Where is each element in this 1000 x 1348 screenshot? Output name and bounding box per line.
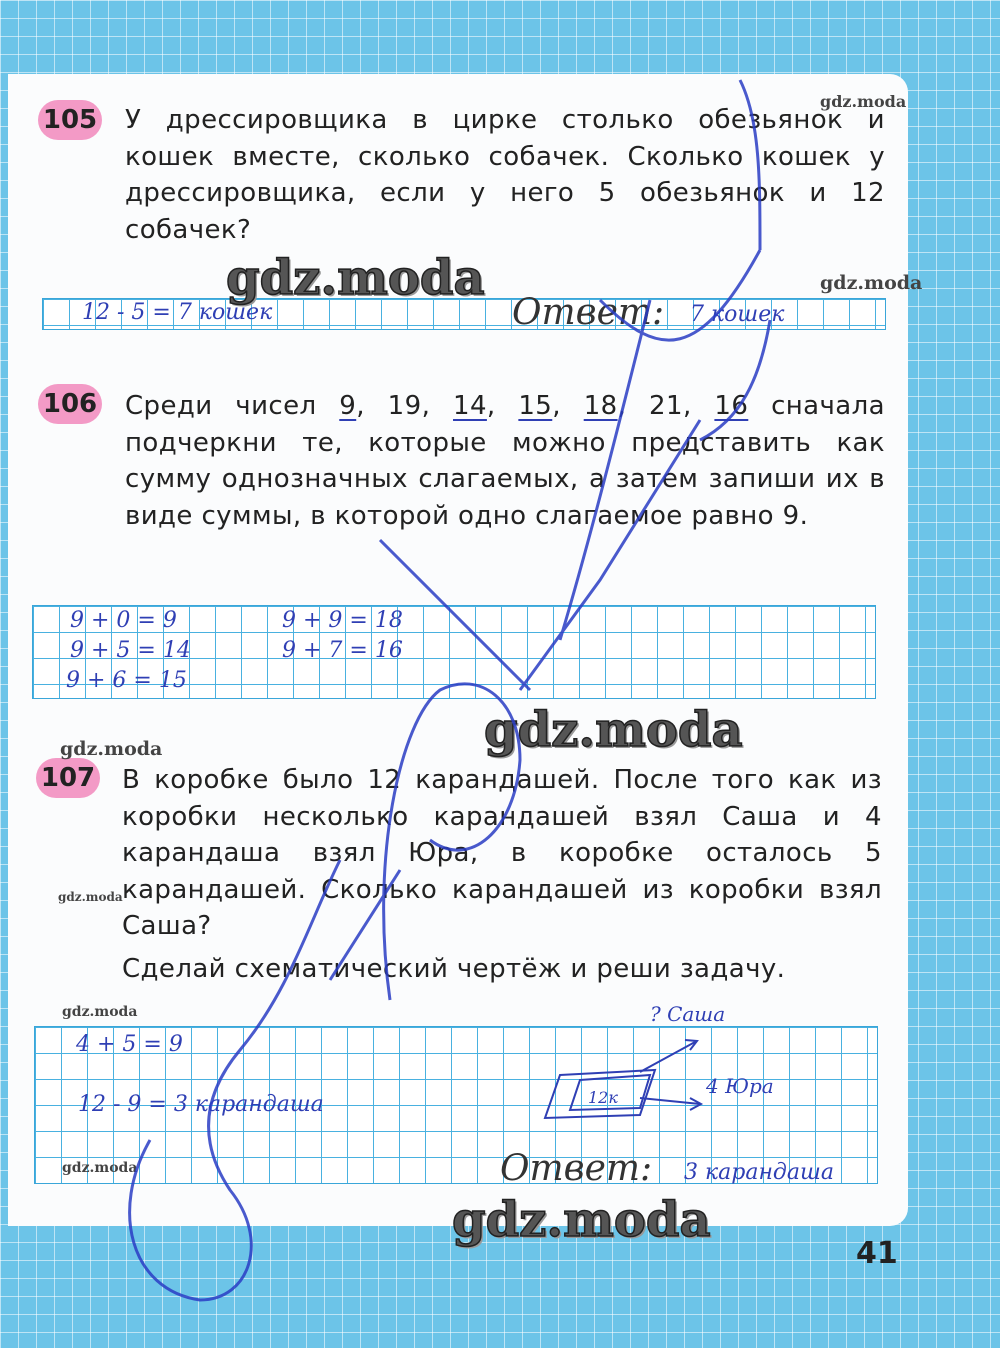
- task-106-solution-2: 9 + 5 = 14: [70, 638, 191, 663]
- task-107-instruction: Сделай схематический чертёж и реши задачу.: [122, 953, 786, 984]
- page-number: 41: [856, 1236, 898, 1271]
- text-part: ,: [421, 391, 454, 421]
- watermark: gdz.moda: [820, 272, 923, 294]
- task-105-answer: 7 кошек: [690, 302, 785, 327]
- watermark: gdz.moda: [484, 702, 743, 758]
- task-106-text: [125, 388, 885, 534]
- task-105-solution: 12 - 5 = 7 кошек: [82, 300, 273, 325]
- task-107-answer: 3 карандаша: [684, 1160, 834, 1185]
- task-105-text: [125, 102, 885, 248]
- task-number-106: 106: [38, 384, 102, 424]
- text-part: ,: [682, 391, 715, 421]
- text-part: ,: [486, 391, 519, 421]
- watermark: gdz.moda: [58, 890, 123, 904]
- task-107-paragraph: В коробке было 12 карандашей. После того как из коробки несколько карандашей взял Саша и 4 карандаша взял Юра, в коробке осталось 5 карандашей. Сколько карандашей из коробки взял Саша?: [122, 765, 882, 941]
- underlined-number: 15: [518, 391, 553, 421]
- task-106-solution-1: 9 + 0 = 9: [70, 608, 177, 633]
- task-107-solution-1: 4 + 5 = 9: [76, 1032, 183, 1057]
- text-part: ,: [552, 391, 584, 421]
- diagram-box-label: 12к: [588, 1088, 618, 1107]
- watermark: gdz.moda: [820, 92, 907, 111]
- task-number-107: 107: [36, 758, 100, 798]
- underlined-number: 14: [453, 391, 487, 421]
- number: 21: [649, 391, 683, 421]
- task-107-text: [122, 762, 882, 987]
- diagram-yura-label: 4 Юра: [706, 1074, 774, 1098]
- task-107-solution-2: 12 - 9 = 3 карандаша: [78, 1092, 324, 1117]
- number: 19: [387, 391, 422, 421]
- watermark: gdz.moda: [62, 1160, 138, 1176]
- task-106-paragraph: [125, 388, 885, 534]
- task-number-105: 105: [38, 100, 102, 140]
- task-106-solution-3: 9 + 6 = 15: [66, 668, 187, 693]
- task-105-paragraph: У дрессировщика в цирке столько обезьянок и кошек вместе, сколько собачек. Сколько кошек у дрессировщика, если у него 5 обезьянок и 12 собачек?: [125, 105, 885, 245]
- watermark: gdz.moda: [60, 738, 163, 760]
- task-105-answer-label: Ответ:: [512, 292, 665, 333]
- underlined-number: 9: [339, 391, 357, 421]
- task-106-solution-4: 9 + 9 = 18: [282, 608, 403, 633]
- text-part: Среди чисел: [125, 391, 340, 421]
- text-part: ,: [356, 391, 388, 421]
- watermark: gdz.moda: [452, 1192, 711, 1248]
- watermark: gdz.moda: [62, 1004, 138, 1020]
- watermark: gdz.moda: [226, 250, 485, 306]
- underlined-number: 16: [714, 391, 749, 421]
- task-106-solution-5: 9 + 7 = 16: [282, 638, 403, 663]
- underlined-number: 18: [583, 391, 618, 421]
- diagram-sasha-label: ? Саша: [650, 1002, 726, 1026]
- text-part: сначала подчеркни те, которые можно представить как сумму однозначных слагаемых, а затем запиши их в виде суммы, в которой одно слагаемое равно 9.: [125, 391, 885, 531]
- task-107-answer-label: Ответ:: [500, 1148, 653, 1189]
- text-part: ,: [617, 391, 650, 421]
